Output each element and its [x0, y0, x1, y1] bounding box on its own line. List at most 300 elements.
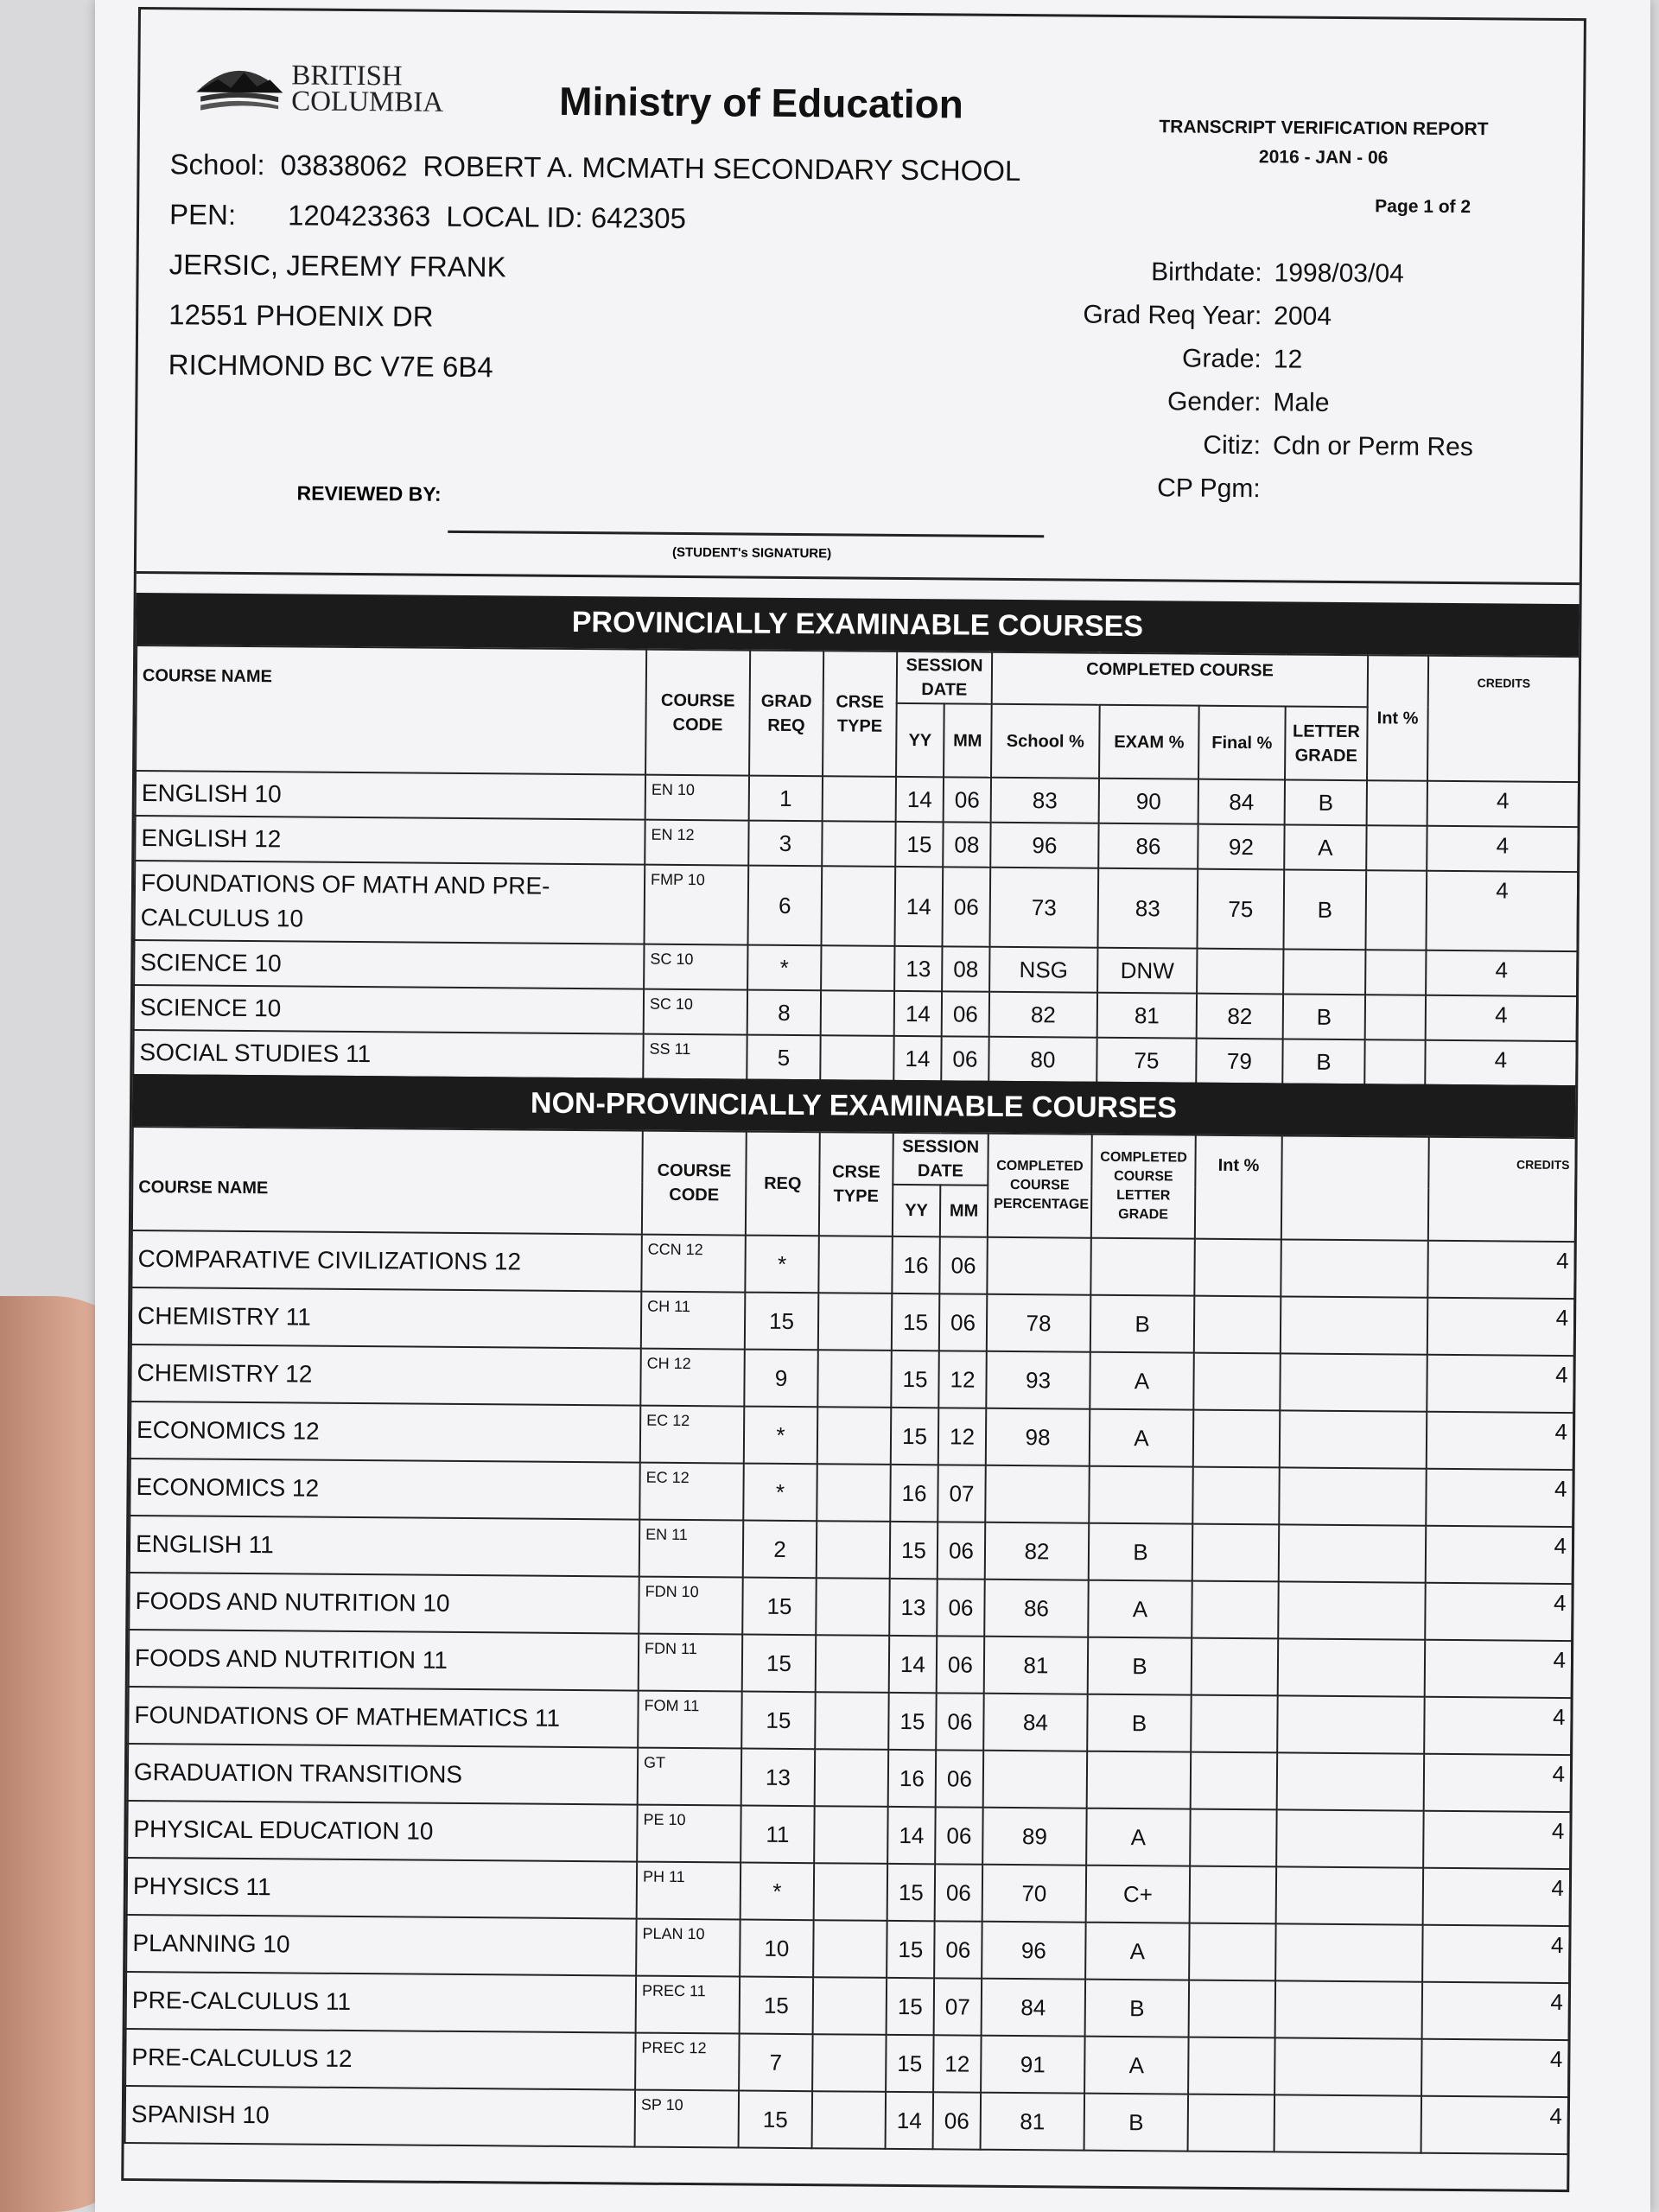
int-pct: [1365, 870, 1427, 950]
np-col-completed-letter: COMPLETED COURSE LETTER GRADE: [1091, 1135, 1196, 1239]
req: 15: [745, 1293, 819, 1351]
col-school-pct: School %: [991, 704, 1100, 779]
course-code: FMP 10: [644, 865, 748, 945]
crse-type: [812, 2091, 887, 2149]
final-pct: 75: [1197, 869, 1284, 950]
transcript-page: [121, 7, 1586, 2192]
credits: 4: [1427, 1241, 1575, 1299]
address-line2: RICHMOND BC V7E 6B4: [168, 348, 493, 384]
np-col-blank: [1281, 1135, 1429, 1240]
req: *: [743, 1464, 817, 1522]
exam-pct: DNW: [1097, 948, 1197, 994]
completed-letter: [1089, 1466, 1193, 1524]
page-indicator: Page 1 of 2: [1375, 196, 1471, 218]
completed-pct: 78: [987, 1294, 1091, 1352]
session-mm: 12: [933, 2035, 982, 2092]
np-col-course-name: COURSE NAME: [132, 1127, 643, 1235]
pen-label: PEN:: [168, 198, 237, 231]
session-mm: 06: [938, 1522, 986, 1579]
course-code: FDN 10: [639, 1577, 743, 1635]
meta-row: [1071, 293, 1474, 340]
blank-cell: [1275, 1980, 1423, 2038]
completed-letter: A: [1085, 1923, 1190, 1980]
np-col-yy: YY: [893, 1185, 940, 1236]
course-name: CHEMISTRY 12: [130, 1344, 641, 1406]
int-pct: [1193, 1410, 1281, 1468]
session-yy: 16: [888, 1750, 937, 1807]
signature-line: [448, 531, 1044, 537]
col-crse-type: CRSE TYPE: [823, 651, 897, 777]
address-line1: 12551 PHOENIX DR: [168, 298, 434, 333]
final-pct: 82: [1197, 994, 1283, 1039]
session-mm: 06: [933, 2092, 982, 2149]
completed-pct: 86: [984, 1580, 1089, 1637]
course-code: PLAN 10: [636, 1919, 741, 1977]
grad-req: 6: [747, 866, 822, 946]
session-yy: 14: [887, 1807, 936, 1864]
course-code: PREC 12: [635, 2033, 740, 2091]
logo-text-line1: BRITISH: [291, 60, 403, 92]
blank-cell: [1281, 1239, 1428, 1297]
student-name: JERSIC, JEREMY FRANK: [168, 248, 506, 283]
blank-cell: [1281, 1296, 1428, 1354]
provincial-courses-table: [132, 645, 1580, 1087]
blank-cell: [1279, 1524, 1427, 1582]
session-yy: 15: [887, 1864, 936, 1921]
completed-letter: B: [1087, 1694, 1192, 1752]
int-pct: [1192, 1524, 1280, 1582]
credits: 4: [1427, 781, 1579, 827]
completed-letter: [1090, 1238, 1195, 1296]
session-mm: 06: [939, 1294, 988, 1351]
course-code: EC 12: [640, 1406, 745, 1464]
letter-grade: B: [1282, 1039, 1364, 1084]
session-mm: 06: [942, 991, 989, 1036]
course-name: SCIENCE 10: [134, 940, 644, 989]
crse-type: [821, 866, 895, 946]
school-number: 03838062: [280, 149, 408, 182]
credits: 4: [1427, 826, 1578, 872]
meta-label: Grade:: [1181, 344, 1262, 374]
course-code: CCN 12: [641, 1235, 746, 1293]
grad-req: 1: [749, 776, 823, 822]
session-mm: 06: [936, 1750, 984, 1807]
meta-label: CP Pgm:: [1157, 474, 1261, 504]
blank-cell: [1277, 1695, 1425, 1753]
session-yy: 14: [894, 991, 942, 1036]
completed-pct: 89: [982, 1808, 1087, 1866]
completed-pct: 91: [981, 2036, 1085, 2094]
session-mm: 12: [938, 1351, 987, 1408]
meta-value: 1998/03/04: [1274, 258, 1404, 289]
bc-logo-text: [291, 60, 444, 118]
session-yy: 14: [889, 1636, 938, 1693]
int-pct: [1188, 2037, 1275, 2095]
completed-letter: C+: [1086, 1866, 1191, 1923]
credits: 4: [1425, 1640, 1573, 1698]
course-name: FOUNDATIONS OF MATH AND PRE-CALCULUS 10: [135, 861, 645, 944]
completed-letter: A: [1090, 1352, 1194, 1410]
school-pct: 83: [991, 778, 1099, 823]
col-credits: CREDITS: [1427, 656, 1580, 782]
credits: 4: [1426, 950, 1577, 996]
session-yy: 14: [896, 777, 944, 822]
course-code: SP 10: [635, 2090, 740, 2148]
course-name: FOODS AND NUTRITION 11: [129, 1630, 639, 1691]
course-code: EC 12: [639, 1463, 744, 1521]
session-yy: 15: [892, 1294, 940, 1351]
crse-type: [815, 1749, 889, 1807]
req: 2: [743, 1521, 817, 1579]
meta-value: Male: [1273, 388, 1330, 417]
blank-cell: [1278, 1638, 1426, 1696]
col-session-date: SESSION DATE: [897, 652, 992, 704]
blank-cell: [1277, 1752, 1425, 1810]
grad-req: 3: [748, 821, 822, 867]
credits: 4: [1422, 1925, 1570, 1983]
final-pct: 79: [1196, 1039, 1282, 1084]
transcript-paper: [95, 0, 1650, 2212]
credits: 4: [1425, 1583, 1573, 1641]
completed-pct: 96: [982, 1922, 1086, 1980]
req: 13: [741, 1749, 816, 1807]
course-name: SOCIAL STUDIES 11: [133, 1030, 643, 1079]
crse-type: [820, 1035, 893, 1081]
req: 9: [744, 1350, 818, 1408]
report-title-block: [1134, 112, 1515, 174]
credits: 4: [1424, 1754, 1572, 1812]
course-name: FOUNDATIONS OF MATHEMATICS 11: [128, 1687, 639, 1748]
int-pct: [1192, 1638, 1279, 1696]
session-yy: 15: [887, 1978, 935, 2035]
blank-cell: [1275, 1923, 1423, 1981]
session-yy: 16: [892, 1236, 940, 1294]
session-mm: 08: [942, 946, 989, 991]
crse-type: [817, 1464, 891, 1522]
credits: 4: [1427, 1355, 1574, 1413]
session-yy: 13: [894, 946, 942, 991]
session-yy: 15: [886, 2035, 934, 2092]
exam-pct: 90: [1099, 779, 1198, 824]
credits: 4: [1427, 1298, 1575, 1356]
final-pct: 92: [1198, 824, 1284, 870]
course-name: PHYSICAL EDUCATION 10: [127, 1801, 638, 1862]
completed-pct: 70: [982, 1865, 1087, 1923]
int-pct: [1191, 1695, 1278, 1753]
blank-cell: [1274, 2094, 1422, 2152]
credits: 4: [1425, 1040, 1576, 1086]
req: 15: [741, 1692, 816, 1750]
int-pct: [1192, 1467, 1280, 1525]
completed-letter: B: [1085, 1980, 1190, 2037]
crse-type: [821, 945, 894, 991]
session-mm: 06: [937, 1579, 985, 1636]
completed-letter: A: [1088, 1580, 1192, 1638]
logo-text-line2: COLUMBIA: [291, 86, 444, 118]
crse-type: [816, 1635, 890, 1693]
session-yy: 15: [888, 1693, 937, 1750]
final-pct: 84: [1198, 779, 1285, 825]
col-letter-grade: LETTER GRADE: [1285, 706, 1368, 780]
int-pct: [1367, 780, 1427, 826]
signature-label: (STUDENT's SIGNATURE): [671, 544, 832, 562]
blank-cell: [1280, 1353, 1427, 1411]
exam-pct: 81: [1097, 993, 1197, 1039]
course-name: FOODS AND NUTRITION 10: [129, 1573, 639, 1634]
req: 15: [742, 1578, 817, 1636]
int-pct: [1191, 1752, 1278, 1810]
req: 15: [739, 2091, 813, 2149]
meta-row: [1070, 466, 1472, 512]
course-name: PRE-CALCULUS 11: [126, 1972, 637, 2033]
session-mm: 06: [935, 1864, 983, 1921]
int-pct: [1190, 1809, 1277, 1867]
completed-pct: 98: [986, 1408, 1090, 1466]
session-mm: 06: [939, 1236, 988, 1294]
letter-grade: [1283, 949, 1365, 995]
course-name: GRADUATION TRANSITIONS: [128, 1744, 639, 1805]
course-code: CH 12: [640, 1349, 745, 1407]
np-col-completed-pct: COMPLETED COURSE PERCENTAGE: [988, 1134, 1092, 1238]
req: 11: [741, 1806, 815, 1864]
np-col-session-date: SESSION DATE: [893, 1133, 988, 1185]
meta-value: Cdn or Perm Res: [1272, 431, 1473, 462]
session-yy: 14: [894, 867, 943, 946]
crse-type: [813, 1977, 887, 2035]
credits: 4: [1421, 2096, 1569, 2154]
credits: 4: [1426, 1526, 1573, 1584]
course-name: ENGLISH 12: [135, 816, 645, 865]
table-row: [135, 861, 1579, 951]
meta-row: [1071, 423, 1473, 469]
crse-type: [814, 1863, 888, 1921]
np-col-req: REQ: [746, 1132, 820, 1236]
session-yy: 15: [895, 822, 943, 867]
int-pct: [1365, 995, 1426, 1040]
session-yy: 13: [889, 1579, 938, 1636]
int-pct: [1364, 1039, 1425, 1085]
meta-value: 12: [1273, 345, 1303, 374]
crse-type: [814, 1806, 888, 1864]
completed-pct: 82: [985, 1522, 1090, 1580]
req: 15: [742, 1635, 817, 1693]
completed-letter: B: [1084, 2094, 1189, 2152]
completed-pct: [987, 1237, 1091, 1295]
table-row: [125, 2086, 1568, 2154]
crse-type: [812, 2034, 887, 2092]
col-exam-pct: EXAM %: [1099, 705, 1199, 779]
meta-label: Grad Req Year:: [1083, 300, 1262, 331]
session-mm: 06: [941, 1036, 988, 1081]
col-completed-course: COMPLETED COURSE: [992, 652, 1368, 707]
int-pct: [1192, 1581, 1279, 1639]
course-code: EN 11: [639, 1520, 744, 1578]
session-mm: 12: [938, 1408, 987, 1465]
course-code: CH 11: [641, 1292, 746, 1350]
pen-row: [169, 189, 1036, 246]
col-course-code: COURSE CODE: [645, 650, 750, 776]
student-meta: [1070, 250, 1474, 512]
blank-cell: [1279, 1467, 1427, 1525]
school-label: School:: [169, 148, 265, 181]
np-col-mm: MM: [940, 1185, 988, 1236]
reviewed-by-label: REVIEWED BY:: [296, 481, 442, 505]
session-yy: 14: [893, 1036, 941, 1081]
crse-type: [815, 1692, 889, 1750]
local-id: LOCAL ID: 642305: [446, 200, 687, 234]
credits: 4: [1426, 995, 1577, 1041]
pen-number: 120423363: [287, 199, 431, 232]
nonprovincial-section-title: NON-PROVINCIALLY EXAMINABLE COURSES: [132, 1074, 1575, 1137]
blank-cell: [1276, 1866, 1424, 1924]
grad-req: 5: [747, 1035, 820, 1081]
meta-label: Gender:: [1166, 387, 1262, 417]
course-code: SS 11: [643, 1034, 747, 1080]
int-pct: [1194, 1296, 1281, 1354]
col-grad-req: GRAD REQ: [749, 651, 823, 777]
crse-type: [818, 1236, 893, 1294]
exam-pct: 83: [1097, 868, 1198, 949]
col-mm: MM: [944, 703, 992, 777]
completed-pct: 84: [983, 1694, 1088, 1751]
meta-row: [1071, 379, 1473, 426]
course-code: FOM 11: [638, 1691, 742, 1749]
completed-pct: [983, 1751, 1088, 1808]
completed-letter: A: [1084, 2037, 1189, 2094]
completed-pct: 81: [981, 2093, 1085, 2151]
course-code: PREC 11: [636, 1976, 741, 2034]
col-yy: YY: [896, 703, 944, 777]
course-name: ECONOMICS 12: [130, 1402, 641, 1463]
int-pct: [1365, 950, 1426, 995]
session-mm: 08: [943, 822, 990, 867]
int-pct: [1366, 825, 1427, 871]
course-code: EN 12: [645, 820, 748, 866]
meta-value: 2004: [1274, 302, 1332, 331]
np-col-course-code: COURSE CODE: [642, 1131, 747, 1236]
school-row: [169, 139, 1036, 196]
course-name: PRE-CALCULUS 12: [125, 2029, 636, 2090]
letter-grade: B: [1283, 994, 1365, 1039]
exam-pct: 86: [1098, 823, 1198, 869]
meta-label: Birthdate:: [1151, 257, 1262, 288]
crse-type: [817, 1521, 891, 1579]
nonprovincial-courses-table: [124, 1126, 1577, 2155]
grad-req: *: [747, 945, 821, 991]
crse-type: [817, 1350, 892, 1408]
course-code: FDN 11: [639, 1634, 743, 1692]
session-mm: 07: [938, 1465, 986, 1522]
col-course-name: COURSE NAME: [136, 645, 646, 775]
session-yy: 15: [891, 1408, 939, 1465]
completed-letter: B: [1090, 1295, 1195, 1353]
blank-cell: [1280, 1410, 1427, 1468]
letter-grade: A: [1284, 824, 1366, 870]
completed-pct: 81: [984, 1637, 1089, 1694]
session-mm: 07: [934, 1978, 982, 2035]
course-name: SCIENCE 10: [134, 985, 644, 1034]
int-pct: [1188, 2094, 1275, 2152]
blank-cell: [1278, 1581, 1426, 1639]
session-mm: 06: [935, 1807, 983, 1864]
col-final-pct: Final %: [1198, 706, 1286, 780]
session-yy: 14: [886, 2092, 934, 2149]
crse-type: [818, 1293, 893, 1351]
grad-req: 8: [747, 990, 821, 1036]
meta-row: [1071, 250, 1474, 296]
int-pct: [1189, 1980, 1276, 2038]
credits: 4: [1423, 1811, 1571, 1869]
school-pct: NSG: [989, 947, 1097, 993]
req: *: [745, 1236, 819, 1294]
completed-letter: B: [1089, 1523, 1193, 1581]
completed-pct: [985, 1465, 1090, 1523]
course-name: PLANNING 10: [126, 1915, 637, 1976]
credits: 4: [1424, 1697, 1572, 1755]
blank-cell: [1274, 2037, 1422, 2095]
int-pct: [1194, 1239, 1281, 1297]
ministry-title: Ministry of Education: [558, 78, 964, 127]
course-name: PHYSICS 11: [127, 1858, 638, 1919]
crse-type: [817, 1407, 892, 1465]
req: *: [744, 1407, 818, 1465]
req: 15: [740, 1977, 814, 2035]
final-pct: [1197, 949, 1283, 995]
report-date: 2016 - JAN - 06: [1258, 147, 1389, 168]
credits: 4: [1421, 2039, 1569, 2097]
session-mm: 06: [934, 1921, 982, 1978]
transcript-header: [137, 10, 1584, 585]
np-col-int-pct: Int %: [1195, 1135, 1282, 1240]
req: *: [741, 1863, 815, 1921]
bc-logo: [192, 44, 452, 124]
course-code: PH 11: [637, 1862, 741, 1920]
np-col-crse-type: CRSE TYPE: [819, 1132, 893, 1236]
col-int-pct: Int %: [1367, 655, 1428, 781]
completed-letter: A: [1086, 1808, 1191, 1866]
session-yy: 15: [887, 1921, 935, 1978]
int-pct: [1189, 1923, 1276, 1981]
crse-type: [816, 1578, 890, 1636]
session-mm: 06: [937, 1636, 985, 1693]
np-col-credits: CREDITS: [1428, 1137, 1576, 1242]
school-pct: 73: [989, 868, 1098, 948]
course-code: EN 10: [645, 775, 749, 821]
crse-type: [823, 776, 896, 822]
int-pct: [1190, 1866, 1277, 1924]
crse-type: [813, 1920, 887, 1978]
completed-pct: 93: [986, 1351, 1090, 1409]
school-name: ROBERT A. MCMATH SECONDARY SCHOOL: [423, 149, 1021, 188]
session-yy: 16: [890, 1465, 938, 1522]
session-mm: 06: [944, 777, 991, 822]
completed-letter: A: [1090, 1409, 1194, 1467]
student-address-block: [168, 139, 1037, 397]
letter-grade: B: [1285, 779, 1367, 825]
course-name: ENGLISH 10: [136, 771, 645, 820]
course-code: SC 10: [644, 989, 747, 1035]
credits: 4: [1427, 1412, 1574, 1470]
course-name: SPANISH 10: [125, 2086, 636, 2147]
course-name: ECONOMICS 12: [130, 1459, 640, 1520]
course-name: CHEMISTRY 11: [131, 1287, 642, 1349]
completed-letter: B: [1088, 1637, 1192, 1695]
completed-pct: 84: [982, 1979, 1086, 2037]
session-mm: 06: [936, 1693, 984, 1750]
course-name: ENGLISH 11: [130, 1516, 640, 1577]
exam-pct: 75: [1096, 1038, 1196, 1084]
school-pct: 80: [988, 1037, 1096, 1083]
